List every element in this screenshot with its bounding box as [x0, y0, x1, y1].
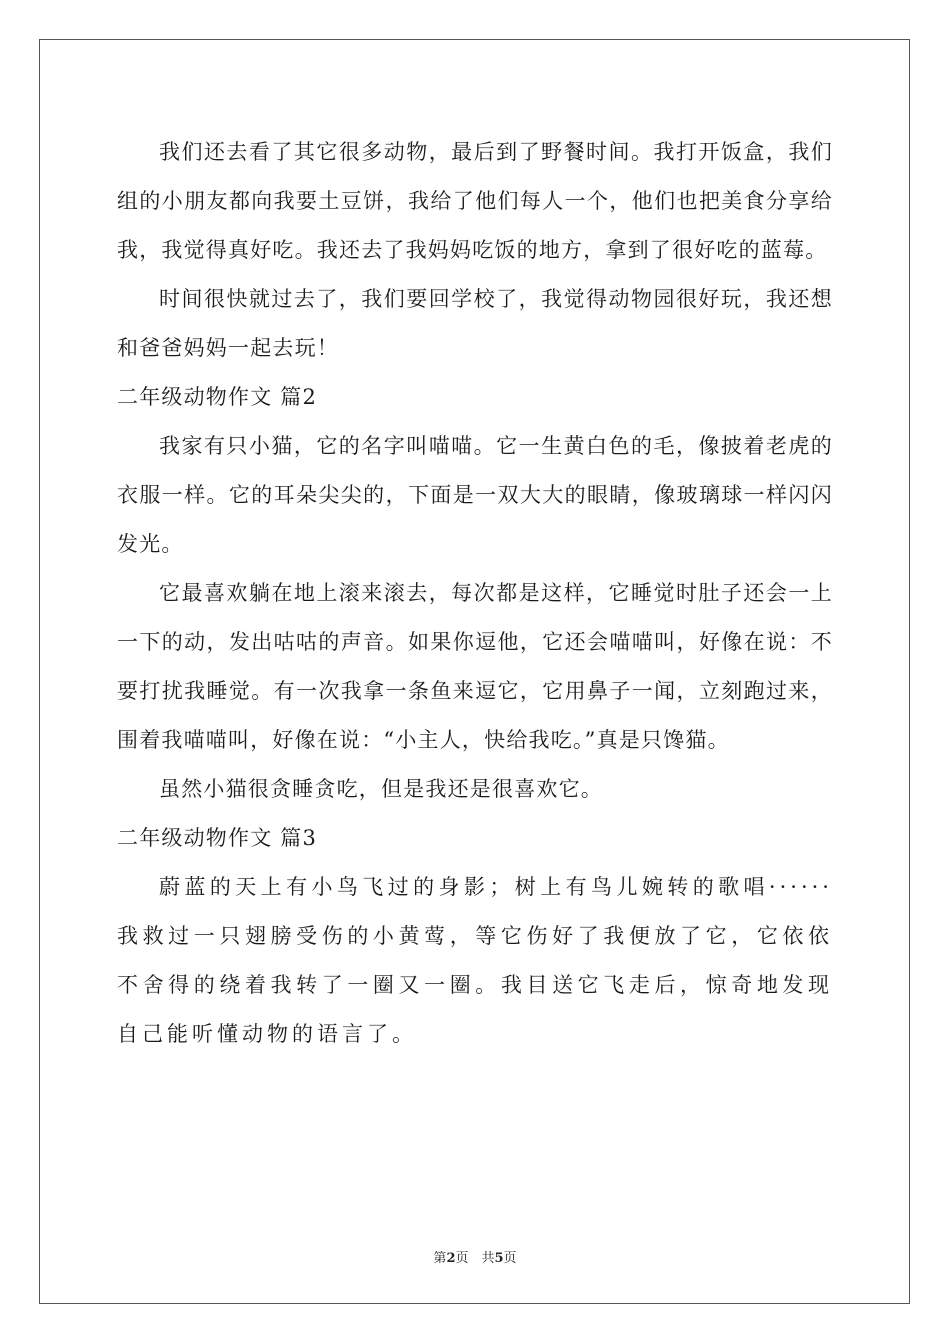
paragraph: 我家有只小猫，它的名字叫喵喵。它一生黄白色的毛，像披着老虎的衣服一样。它的耳朵尖尖的，下面是一双大大的眼睛，像玻璃球一样闪闪发光。: [117, 434, 833, 556]
paragraph: 蔚蓝的天上有小鸟飞过的身影；树上有鸟儿婉转的歌唱······我救过一只翅膀受伤的小黄莺，等它伤好了我便放了它，它依依不舍得的绕着我转了一圈又一圈。我目送它飞走后，惊奇地发现自己能听懂动物的语言了。: [117, 875, 833, 1046]
paragraph: 虽然小猫很贪睡贪吃，但是我还是很喜欢它。: [159, 777, 603, 801]
page-mid: 页 共: [455, 1251, 495, 1266]
section-heading: 二年级动物作文 篇2: [117, 385, 318, 409]
page-footer: [0, 1247, 950, 1266]
section-heading: 二年级动物作文 篇3: [117, 826, 318, 850]
paragraph: 时间很快就过去了，我们要回学校了，我觉得动物园很好玩，我还想和爸爸妈妈一起去玩！: [117, 287, 833, 360]
paragraph: 我们还去看了其它很多动物，最后到了野餐时间。我打开饭盒，我们组的小朋友都向我要土豆饼，我给了他们每人一个，他们也把美食分享给我，我觉得真好吃。我还去了我妈妈吃饭的地方，拿到了很好吃的蓝莓。: [117, 140, 833, 262]
page-current: 2: [446, 1251, 456, 1266]
page-suffix: 页: [503, 1251, 517, 1266]
document-body: [117, 128, 833, 1059]
paragraph: 它最喜欢躺在地上滚来滚去，每次都是这样，它睡觉时肚子还会一上一下的动，发出咕咕的声音。如果你逗他，它还会喵喵叫，好像在说：不要打扰我睡觉。有一次我拿一条鱼来逗它，它用鼻子一闻，立刻跑过来，围着我喵喵叫，好像在说：“小主人，快给我吃。”真是只馋猫。: [117, 581, 833, 752]
page-total: 5: [494, 1251, 504, 1266]
page-prefix: 第: [433, 1251, 447, 1266]
